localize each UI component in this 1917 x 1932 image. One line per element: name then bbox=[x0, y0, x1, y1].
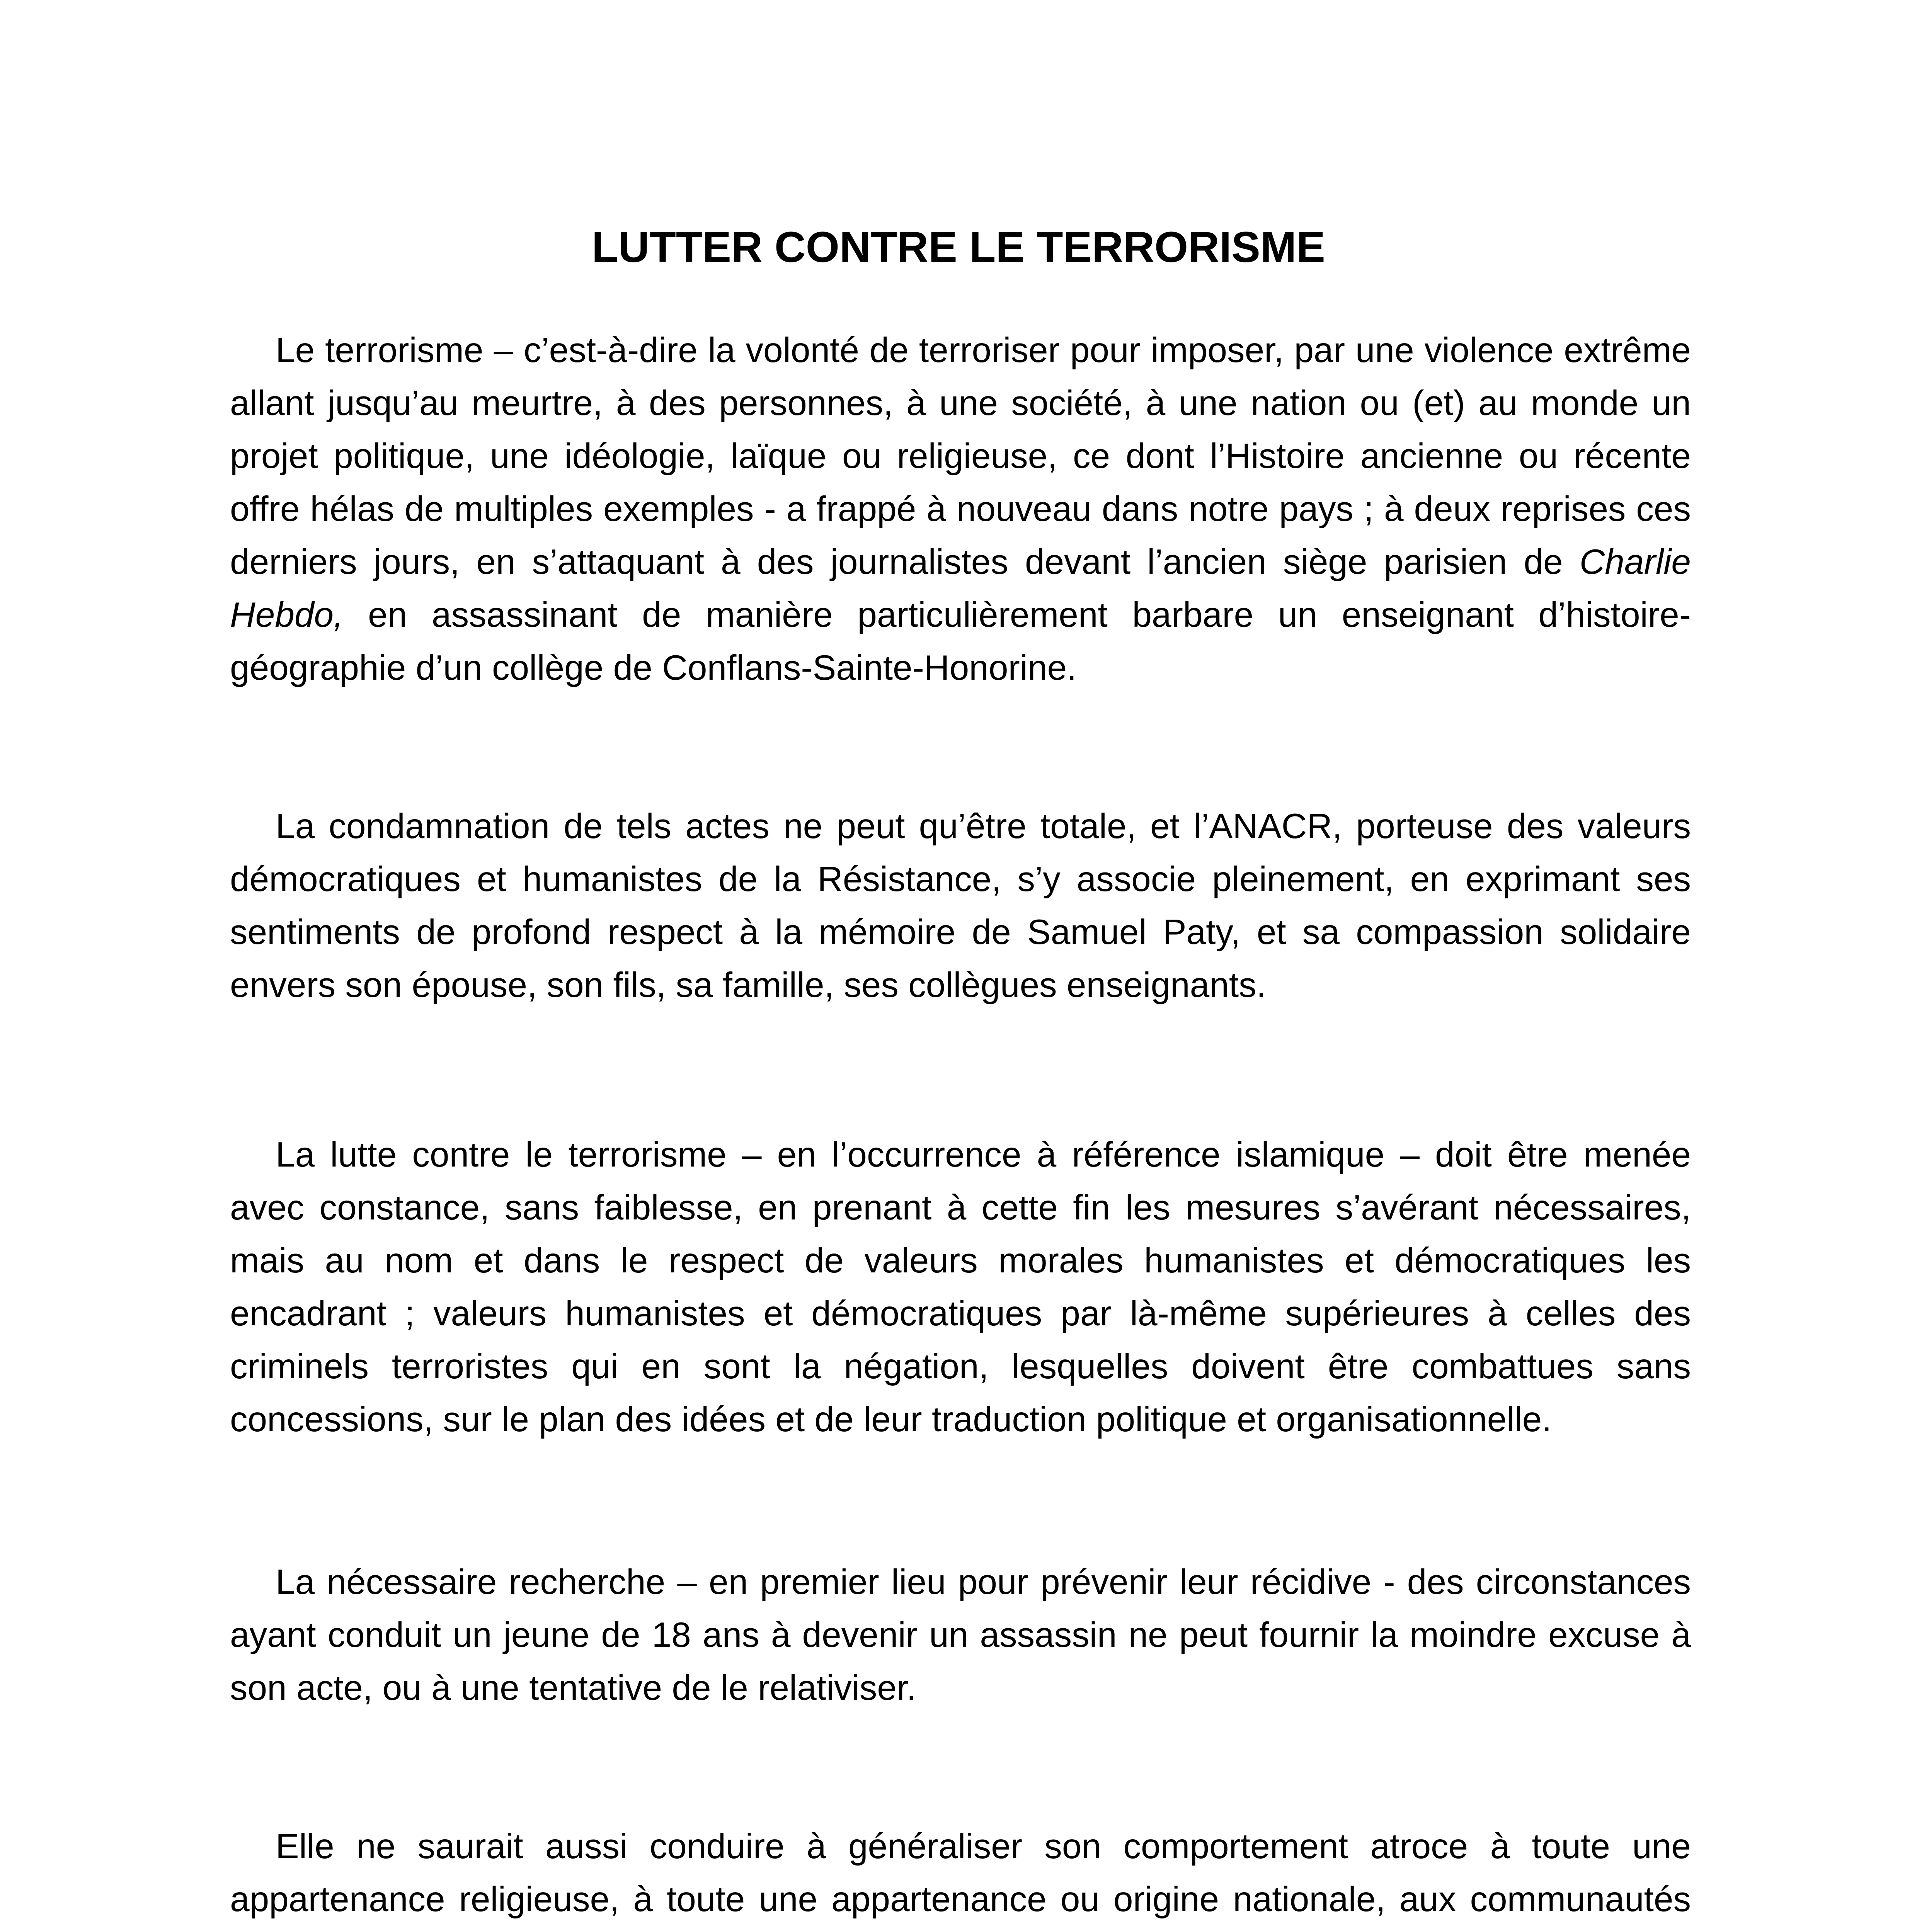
paragraph-1 bbox=[230, 324, 1691, 694]
paragraph-5: Elle ne saurait aussi conduire à généraliser son comportement atroce à toute une appartenance religieuse, à toute une appartenance ou origine nationale, aux communautés bbox=[230, 1827, 1691, 1919]
document-title: LUTTER CONTRE LE TERRORISME bbox=[592, 223, 1325, 271]
publication-name: Charlie Hebdo, bbox=[230, 543, 1691, 634]
paragraph-1-text-start: Le terrorisme – c’est-à-dire la volonté de terroriser pour imposer, par une violence extrême allant jusqu’au meurtre, à des personnes, à une société, à une nation ou (et) au monde un projet politique, une idéologie, laïque ou religieuse, ce dont l’Histoire ancienne ou récente offre hélas de multiples exemples - a frappé à nouveau dans notre pays ; à deux reprises ces derniers jours, en s’attaquant à des journalistes devant l’ancien siège parisien de bbox=[230, 331, 1691, 582]
paragraph-4: La nécessaire recherche – en premier lieu pour prévenir leur récidive - des circonstances ayant conduit un jeune de 18 ans à devenir un assassin ne peut fournir la moindre excuse à son acte, ou à une tentative de le relativiser. bbox=[230, 1563, 1691, 1708]
paragraph-1-text-end: en assassinant de manière particulièrement barbare un enseignant d’histoire-géographie d’un collège de Conflans-Sainte-Honorine. bbox=[230, 595, 1691, 687]
paragraph-3: La lutte contre le terrorisme – en l’occurrence à référence islamique – doit être menée avec constance, sans faiblesse, en prenant à cette fin les mesures s’avérant nécessaires, mais au nom et dans le respect de valeurs morales humanistes et démocratiques les encadrant ; valeurs humanistes et démocratiques par là-même supérieures à celles des criminels terroristes qui en sont la négation, lesquelles doivent être combattues sans concessions, sur le plan des idées et de leur traduction politique et organisationnelle. bbox=[230, 1135, 1691, 1439]
paragraph-2: La condamnation de tels actes ne peut qu’être totale, et l’ANACR, porteuse des valeurs démocratiques et humanistes de la Résistance, s’y associe pleinement, en exprimant ses sentiments de profond respect à la mémoire de Samuel Paty, et sa compassion solidaire envers son épouse, son fils, sa famille, ses collègues enseignants. bbox=[230, 807, 1691, 1005]
